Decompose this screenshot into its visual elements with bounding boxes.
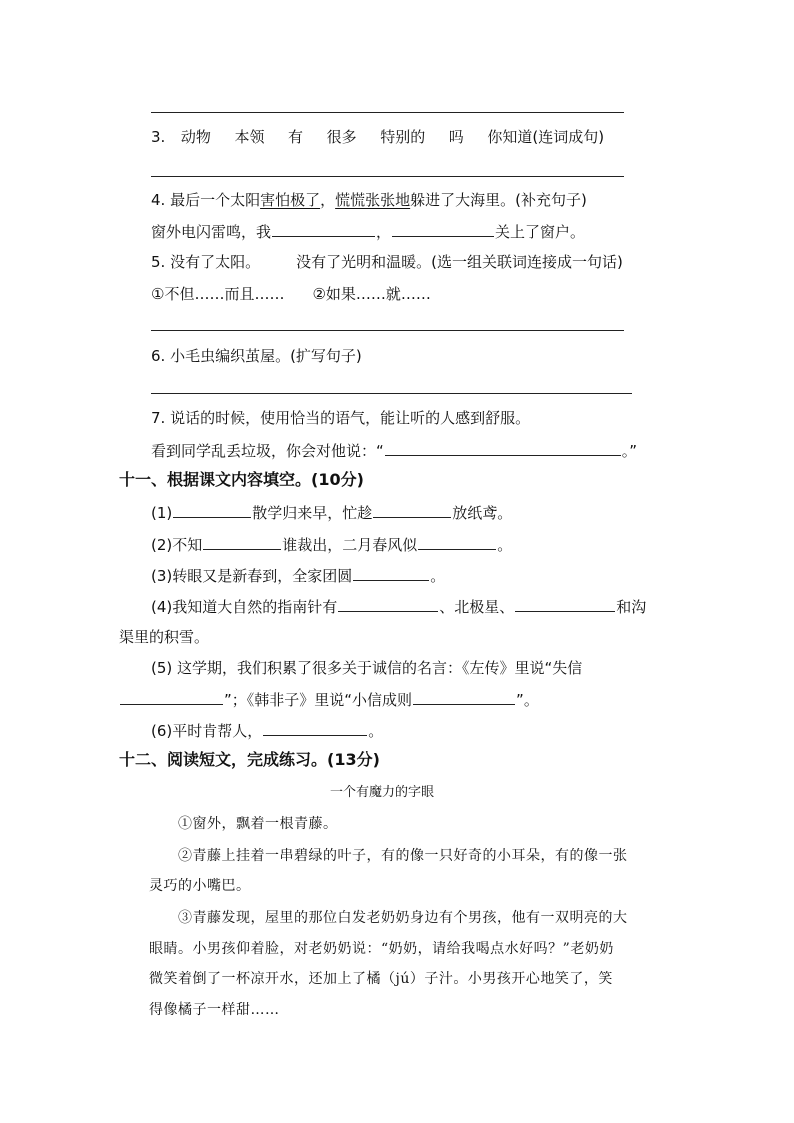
fill-blank[interactable] <box>173 502 251 518</box>
fill-item-4: (4)我知道大自然的指南针有 、北极星、 和沟 <box>151 598 647 616</box>
section-11-heading: 十一、根据课文内容填空。(10分) <box>119 470 364 489</box>
word: 动物 <box>180 128 211 146</box>
passage-paragraph-3-cont: 眼睛。小男孩仰着脸，对老奶奶说：“奶奶，请给我喝点水好吗？”老奶奶 <box>149 941 614 957</box>
passage-paragraph-2-cont: 灵巧的小嘴巴。 <box>149 878 251 894</box>
question-5-options <box>151 284 431 304</box>
fill-item-1: (1) 散学归来早，忙趁 放纸鸢。 <box>151 504 513 522</box>
fill-blank[interactable] <box>338 596 438 612</box>
fill-blank[interactable] <box>353 565 429 581</box>
passage-title: 一个有魔力的字眼 <box>330 785 435 800</box>
question-7-fill: 看到同学乱丢垃圾，你会对他说：“ 。” <box>151 442 638 460</box>
answer-line <box>151 393 632 394</box>
word: 本领 <box>234 128 265 146</box>
instruction: (连词成句) <box>532 128 605 146</box>
word: 吗 <box>448 128 464 146</box>
passage-paragraph-2: ②青藤上挂着一串碧绿的叶子，有的像一只好奇的小耳朵，有的像一张 <box>178 848 628 864</box>
passage-paragraph-3-cont: 得像橘子一样甜…… <box>149 1002 280 1018</box>
fill-blank[interactable] <box>373 502 451 518</box>
fill-item-2: (2)不知 谁裁出，二月春风似 。 <box>151 536 513 554</box>
underlined-phrase: 害怕极了 <box>260 191 321 209</box>
passage-paragraph-1: ①窗外，飘着一根青藤。 <box>178 816 338 832</box>
fill-blank[interactable] <box>418 534 496 550</box>
fill-blank[interactable] <box>203 534 281 550</box>
answer-line <box>151 176 624 177</box>
option: ①不但……而且…… <box>151 285 285 303</box>
question-4-fill: 窗外电闪雷鸣，我 ， 关上了窗户。 <box>151 223 586 241</box>
section-12-heading: 十二、阅读短文，完成练习。(13分) <box>119 750 380 769</box>
question-3 <box>151 127 604 147</box>
question-7: 7. 说话的时候，使用恰当的语气，能让听的人感到舒服。 <box>151 409 531 427</box>
fill-blank[interactable] <box>120 689 223 705</box>
word: 你知道 <box>487 128 533 146</box>
fill-blank[interactable] <box>263 720 367 736</box>
question-number: 3. <box>151 128 166 146</box>
passage-paragraph-3: ③青藤发现，屋里的那位白发老奶奶身边有个男孩，他有一双明亮的大 <box>178 910 628 926</box>
answer-line <box>151 112 624 113</box>
answer-line <box>151 330 624 331</box>
option: ②如果……就…… <box>312 285 431 303</box>
passage-paragraph-3-cont: 微笑着倒了一杯凉开水，还加上了橘（jú）子汁。小男孩开心地笑了，笑 <box>149 971 613 987</box>
underlined-phrase: 慌慌张张地 <box>335 191 411 209</box>
fill-item-3: (3)转眼又是新春到，全家团圆 。 <box>151 567 446 585</box>
fill-blank[interactable] <box>515 596 615 612</box>
question-6: 6. 小毛虫编织茧屋。(扩写句子) <box>151 347 362 365</box>
fill-blank[interactable] <box>272 221 375 237</box>
fill-blank[interactable] <box>413 689 515 705</box>
fill-blank[interactable] <box>392 221 494 237</box>
fill-item-4-cont: 渠里的积雪。 <box>119 628 210 646</box>
word: 很多 <box>326 128 357 146</box>
fill-item-5-cont: ”；《韩非子》里说“小信成则 ”。 <box>119 689 539 710</box>
fill-item-5: (5) 这学期，我们积累了很多关于诚信的名言：《左传》里说“失信 <box>151 659 583 677</box>
question-5: 5. 没有了太阳。 没有了光明和温暖。(选一组关联词连接成一句话) <box>151 253 623 271</box>
question-4: 4. 最后一个太阳害怕极了，慌慌张张地躲进了大海里。(补充句子) <box>151 191 587 209</box>
fill-item-6: (6)平时肯帮人， 。 <box>151 722 384 740</box>
word: 有 <box>288 128 304 146</box>
word: 特别的 <box>380 128 426 146</box>
fill-blank[interactable] <box>385 440 621 456</box>
